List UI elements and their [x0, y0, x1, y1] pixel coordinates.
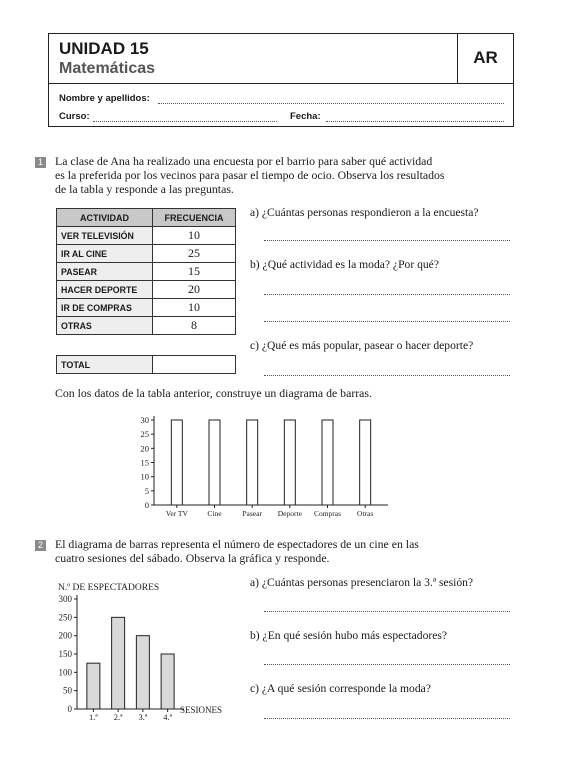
- question-2a: a) ¿Cuántas personas presenciaron la 3.ª sesión?: [250, 576, 474, 589]
- activity-cell: HACER DEPORTE: [57, 281, 153, 299]
- y-tick-label: 20: [140, 443, 149, 454]
- x-tick-label: 4.ª: [163, 712, 172, 722]
- exercise-1-number: 1: [35, 157, 46, 168]
- table-header-activity: ACTIVIDAD: [57, 209, 153, 227]
- activity-cell: VER TELEVISIÓN: [57, 227, 153, 245]
- y-tick-label: 0: [144, 500, 149, 510]
- activity-cell: IR DE COMPRAS: [57, 299, 153, 317]
- y-axis-title: N.º DE ESPECTADORES: [58, 583, 160, 593]
- y-tick-label: 300: [58, 594, 72, 604]
- question-1a: a) ¿Cuántas personas respondieron a la encuesta?: [250, 206, 479, 219]
- exercise-2-text-line-1: El diagrama de barras representa el número de espectadores de un cine en las: [55, 537, 419, 551]
- bar: [284, 420, 295, 505]
- table-row: [57, 245, 236, 263]
- answer-2a-line[interactable]: [264, 611, 510, 612]
- exercise-1-text-line-2: es la preferida por los vecinos para pasar el tiempo de ocio. Observa los resultados: [55, 168, 445, 182]
- x-tick-label: 3.ª: [138, 712, 148, 722]
- x-tick-label: 2.ª: [113, 712, 123, 722]
- x-tick-label: Cine: [207, 509, 222, 518]
- total-value-field[interactable]: [153, 356, 236, 374]
- bar: [171, 420, 182, 505]
- bar: [161, 654, 174, 709]
- bar: [360, 420, 371, 505]
- answer-1a-line[interactable]: [264, 240, 510, 241]
- course-label: Curso:: [59, 111, 90, 122]
- answer-1c-line[interactable]: [264, 375, 510, 376]
- answer-1b-line-1[interactable]: [264, 294, 510, 295]
- exercise-2-number: 2: [35, 540, 46, 551]
- total-label: TOTAL: [57, 356, 153, 374]
- unit-title: UNIDAD 15: [59, 39, 149, 58]
- question-2b: b) ¿En qué sesión hubo más espectadores?: [250, 629, 448, 642]
- total-table: [56, 355, 236, 374]
- answer-1b-line-2[interactable]: [264, 321, 510, 322]
- date-label: Fecha:: [290, 111, 321, 122]
- y-tick-label: 50: [63, 685, 72, 696]
- bar: [209, 420, 220, 505]
- y-tick-label: 250: [58, 612, 72, 623]
- course-field[interactable]: [93, 121, 277, 122]
- bar: [136, 636, 149, 709]
- table-row: [57, 263, 236, 281]
- x-tick-label: Deporte: [277, 509, 302, 518]
- bar: [112, 617, 125, 709]
- frequency-cell: 10: [153, 299, 236, 317]
- y-tick-label: 10: [140, 471, 149, 482]
- answer-2c-line[interactable]: [264, 718, 510, 719]
- frequency-table: [56, 208, 236, 335]
- frequency-cell: 15: [153, 263, 236, 281]
- exercise-1-instruction: Con los datos de la tabla anterior, construye un diagrama de barras.: [55, 386, 372, 400]
- table-row: [57, 317, 236, 335]
- x-tick-label: Otras: [357, 509, 374, 518]
- exercise-1-text-line-3: de la tabla y responde a las preguntas.: [55, 182, 234, 196]
- x-axis-title: SESIONES: [180, 705, 223, 715]
- table-header-frequency: FRECUENCIA: [153, 209, 236, 227]
- answer-2b-line[interactable]: [264, 664, 510, 665]
- header-divider: [48, 83, 514, 84]
- activity-cell: IR AL CINE: [57, 245, 153, 263]
- table-row: [57, 227, 236, 245]
- y-tick-label: 200: [58, 630, 72, 641]
- question-1b: b) ¿Qué actividad es la moda? ¿Por qué?: [250, 258, 439, 271]
- frequency-cell: 10: [153, 227, 236, 245]
- bar: [247, 420, 258, 505]
- activity-cell: OTRAS: [57, 317, 153, 335]
- question-1c: c) ¿Qué es más popular, pasear o hacer deporte?: [250, 339, 474, 352]
- total-row: [57, 356, 236, 374]
- x-tick-label: Compras: [313, 509, 342, 518]
- bar: [87, 663, 100, 709]
- name-label: Nombre y apellidos:: [59, 93, 150, 104]
- frequency-cell: 8: [153, 317, 236, 335]
- y-tick-label: 30: [140, 415, 149, 425]
- frequency-cell: 25: [153, 245, 236, 263]
- y-tick-label: 25: [140, 429, 149, 440]
- activity-bar-chart: [130, 412, 392, 520]
- question-2c: c) ¿A qué sesión corresponde la moda?: [250, 682, 431, 695]
- x-tick-label: Ver TV: [165, 509, 188, 518]
- exercise-2-text-line-2: cuatro sesiones del sábado. Observa la gráfica y responde.: [55, 551, 330, 565]
- x-tick-label: 1.ª: [89, 712, 98, 722]
- table-row: [57, 281, 236, 299]
- name-field[interactable]: [158, 103, 504, 104]
- exercise-1-text-line-1: La clase de Ana ha realizado una encuesta por el barrio para saber qué actividad: [55, 154, 433, 168]
- y-tick-label: 100: [58, 667, 72, 678]
- spectators-bar-chart: [56, 578, 236, 724]
- x-tick-label: Pasear: [242, 509, 262, 518]
- code-label: AR: [473, 48, 498, 67]
- y-tick-label: 0: [67, 704, 72, 714]
- table-row: [57, 299, 236, 317]
- frequency-cell: 20: [153, 281, 236, 299]
- bar: [322, 420, 333, 505]
- y-tick-label: 15: [140, 457, 149, 468]
- y-tick-label: 5: [144, 485, 149, 496]
- date-field[interactable]: [326, 121, 504, 122]
- subject-title: Matemáticas: [59, 60, 156, 77]
- activity-cell: PASEAR: [57, 263, 153, 281]
- y-tick-label: 150: [58, 649, 72, 659]
